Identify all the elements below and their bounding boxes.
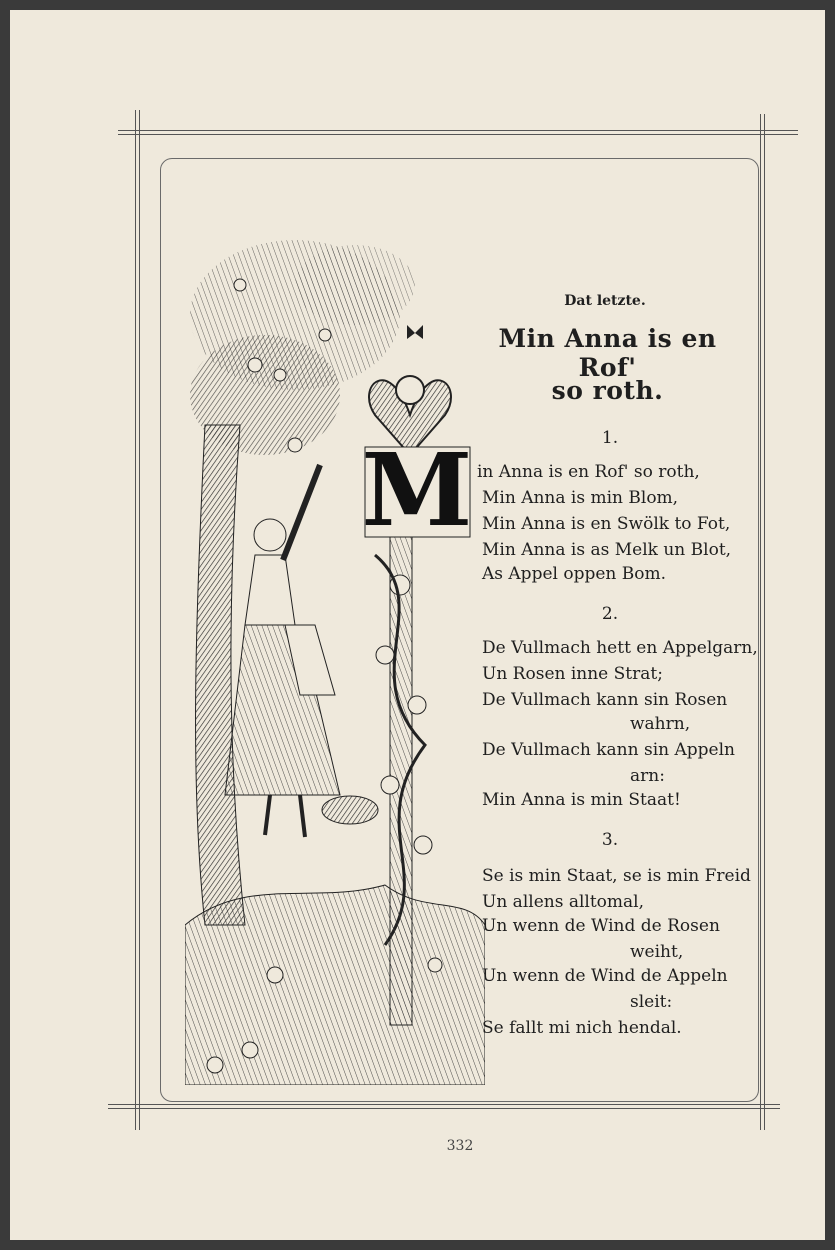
verse-line: Min Anna is as Melk un Blot,	[482, 540, 732, 560]
verse-line: Se fallt mi nich hendal.	[482, 1018, 682, 1038]
bottom-rule-inner	[108, 1108, 780, 1109]
poem-subtitle: Dat letzte.	[564, 293, 646, 309]
verse-line: in Anna is en Rof' so roth,	[477, 462, 700, 482]
right-rule-inner	[764, 114, 765, 1130]
butterfly-ornament	[407, 325, 423, 339]
tree-trunk	[196, 425, 245, 925]
verse-line: sleit:	[630, 992, 673, 1012]
verse-line: De Vullmach kann sin Rosen	[482, 690, 728, 710]
verse-line: wahrn,	[630, 714, 691, 734]
right-rule	[760, 114, 761, 1130]
left-rule	[135, 110, 136, 1130]
verse-line: Min Anna is en Swölk to Fot,	[482, 514, 731, 534]
poem-title-line-1: Min Anna is en Rof'	[498, 324, 717, 382]
svg-text:M: M	[361, 431, 473, 549]
apple-basket	[322, 796, 378, 824]
verse-line: Un wenn de Wind de Rosen	[482, 916, 720, 936]
verse-line: As Appel oppen Bom.	[482, 564, 667, 584]
book-page	[10, 10, 825, 1240]
verse-line: Se is min Staat, se is min Freid	[482, 866, 751, 886]
poem-title-line-2: so roth.	[551, 376, 664, 405]
verse-line: De Vullmach hett en Appelgarn,	[482, 638, 758, 658]
verse-line: Min Anna is min Blom,	[482, 488, 679, 508]
verse-line: De Vullmach kann sin Appeln	[482, 740, 735, 760]
verse-line: Un allens alltomal,	[482, 892, 644, 912]
stanza-number: 1.	[601, 428, 619, 448]
top-rule	[118, 130, 798, 131]
verse-line: Un wenn de Wind de Appeln	[482, 966, 728, 986]
ground-foliage	[185, 885, 485, 1085]
girl-figure	[225, 465, 340, 837]
verse-line: weiht,	[630, 942, 684, 962]
top-rule-inner	[118, 134, 798, 135]
page-number: 332	[446, 1138, 474, 1154]
engraving-illustration	[185, 225, 485, 1085]
verse-line: Min Anna is min Staat!	[482, 790, 681, 810]
stanza-number: 2.	[601, 604, 619, 624]
left-rule-inner	[139, 110, 140, 1130]
drop-cap-m	[362, 431, 473, 549]
verse-line: arn:	[630, 766, 665, 786]
stanza-number: 3.	[601, 830, 619, 850]
bottom-rule	[108, 1104, 780, 1105]
verse-line: Un Rosen inne Strat;	[482, 664, 663, 684]
